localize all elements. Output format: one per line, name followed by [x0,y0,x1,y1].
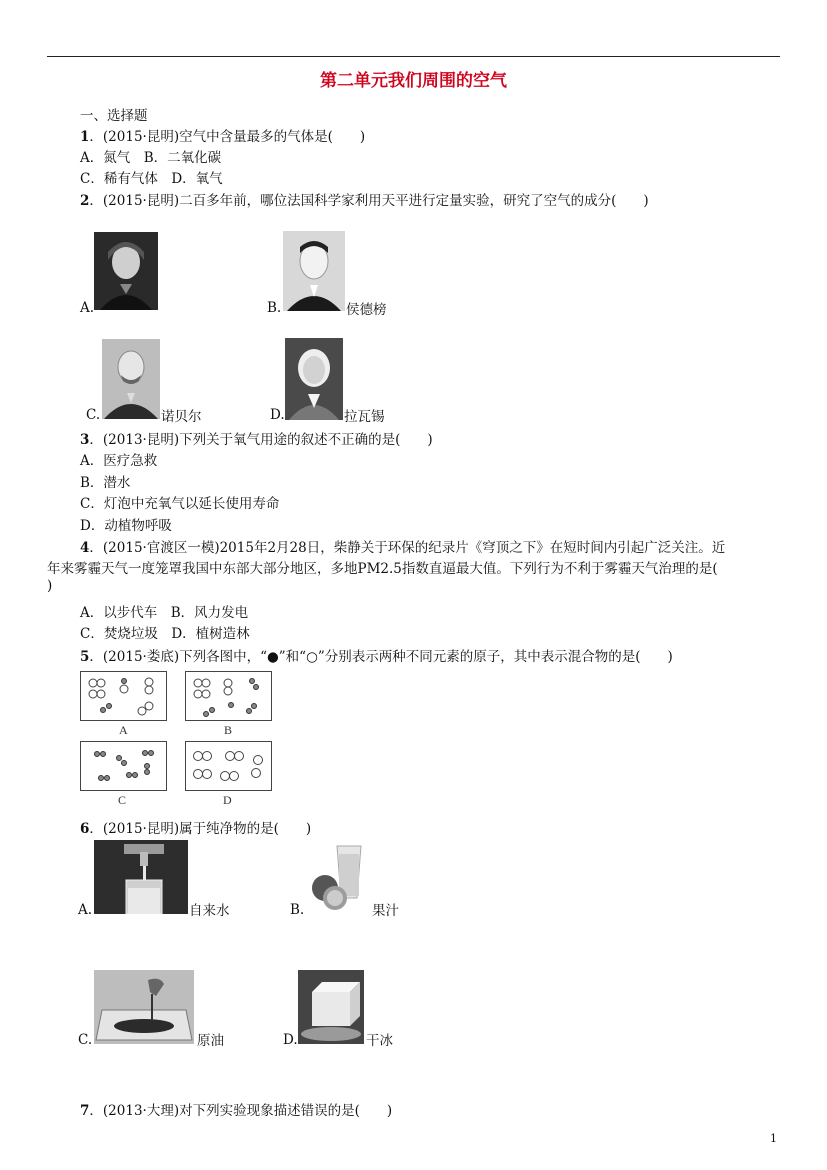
fruit-juice-photo [305,840,371,914]
q2-option-b-name: 侯德榜 [346,302,387,318]
q6-option-a-label: A. [78,902,93,918]
portrait-photo-b [283,231,345,311]
q3-option-b: B．潜水 [80,475,131,491]
question-3: 3．(2013·昆明)下列关于氧气用途的叙述不正确的是( ) [80,432,433,448]
q4-options-cd: C．焚烧垃圾 D．植树造林 [80,626,250,642]
tap-water-photo [94,840,188,914]
portrait-photo-a [94,232,158,310]
diagram-label-d: D [223,793,232,807]
question-4-line-2: 年来雾霾天气一度笼罩我国中东部大部分地区，多地PM2.5指数直逼最大值。下列行为不利于雾霾天气治理的是( [47,561,718,577]
q3-option-c: C．灯泡中充氧气以延长使用寿命 [80,496,280,512]
q1-options-ab: A．氮气 B．二氧化碳 [80,150,222,166]
diagram-label-a: A [119,723,128,737]
header-rule [47,56,780,57]
page-title: 第二单元我们周围的空气 [320,71,507,91]
q6-option-b-label: B. [290,902,305,918]
particle-diagram-b [185,671,272,721]
q2-option-d-name: 拉瓦锡 [344,409,385,425]
question-2: 2．(2015·昆明)二百多年前，哪位法国科学家利用天平进行定量实验，研究了空气的成分( ) [80,193,649,209]
q2-option-d-label: D. [270,407,285,423]
page-number: 1 [770,1132,777,1145]
dry-ice-photo [298,970,364,1044]
question-1: 1．(2015·昆明)空气中含量最多的气体是( ) [80,129,366,145]
q1-options-cd: C．稀有气体 D．氧气 [80,171,223,187]
q2-option-a-label: A. [80,300,95,316]
question-6: 6．(2015·昆明)属于纯净物的是( ) [80,821,312,837]
q6-option-c-name: 原油 [197,1033,224,1049]
question-5: 5．(2015·娄底)下列各图中，“●”和“○”分别表示两种不同元素的原子，其中表示混合物的是( ) [80,649,673,665]
q2-option-b-label: B. [267,300,282,316]
section-heading: 一、选择题 [80,108,148,124]
q6-option-d-name: 干冰 [366,1033,393,1049]
q4-options-ab: A．以步代车 B．风力发电 [80,605,249,621]
q2-option-c-name: 诺贝尔 [161,409,202,425]
portrait-photo-c [102,339,160,419]
q3-option-d: D．动植物呼吸 [80,518,172,534]
diagram-label-b: B [224,723,233,737]
q3-option-a: A．医疗急救 [80,453,158,469]
particle-diagram-c [80,741,167,791]
diagram-label-c: C [118,793,127,807]
portrait-photo-d [285,338,343,420]
particle-diagram-d [185,741,272,791]
question-4-line-3: ) [47,578,53,594]
q6-option-c-label: C. [78,1032,93,1048]
q6-option-b-name: 果汁 [372,903,399,919]
q6-option-a-name: 自来水 [189,903,230,919]
q6-option-d-label: D. [283,1032,298,1048]
question-4: 4．(2015·官渡区一模)2015年2月28日，柴静关于环保的纪录片《穹顶之下》在短时间内引起广泛关注。近 [80,540,726,556]
question-7: 7．(2013·大理)对下列实验现象描述错误的是( ) [80,1103,393,1119]
crude-oil-photo [94,970,194,1044]
particle-diagram-a [80,671,167,721]
q2-option-c-label: C. [86,407,101,423]
